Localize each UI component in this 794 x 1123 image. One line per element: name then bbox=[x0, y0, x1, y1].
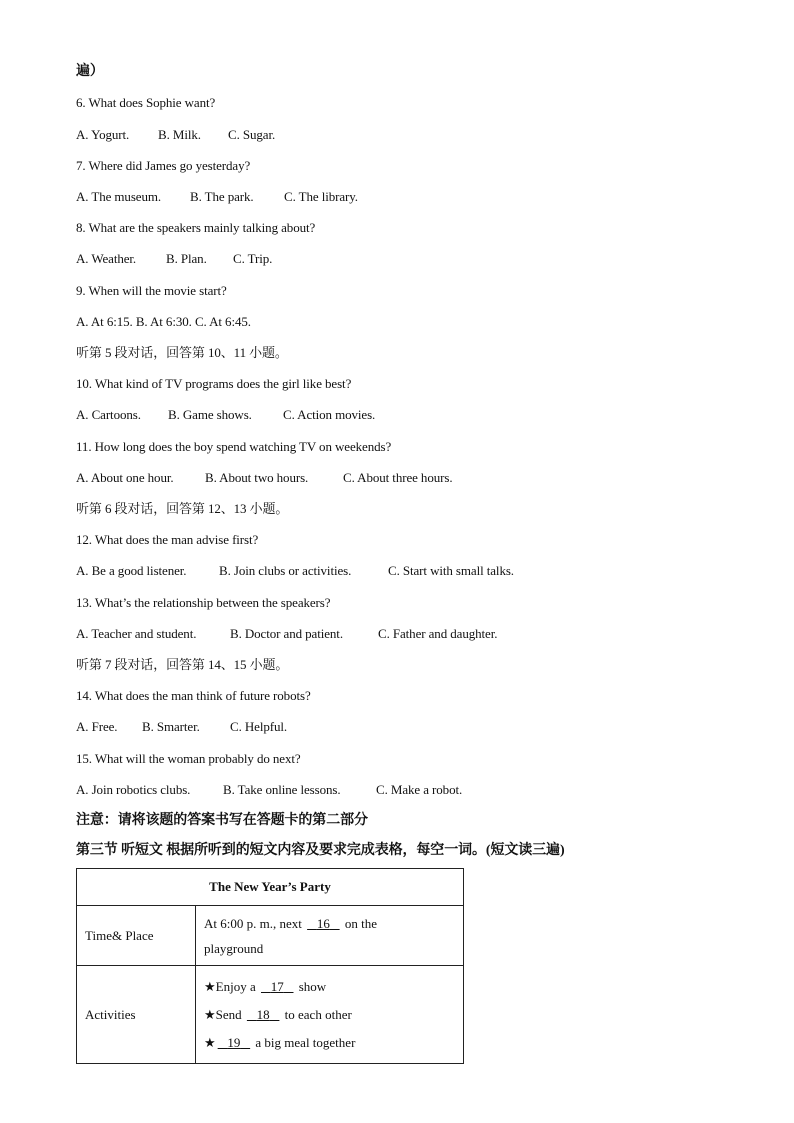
blank-18[interactable] bbox=[245, 1001, 282, 1029]
option-b: B. Doctor and patient. bbox=[230, 626, 343, 641]
activity-1-pre: ★Enjoy a bbox=[204, 978, 256, 994]
blank-19[interactable] bbox=[216, 1029, 253, 1057]
option-c: C. Make a robot. bbox=[376, 782, 463, 797]
options-7 bbox=[76, 189, 358, 205]
question-8: 8. What are the speakers mainly talking about? bbox=[76, 220, 316, 235]
option-b: B. Milk. bbox=[158, 127, 201, 142]
place-text: playground bbox=[204, 940, 264, 956]
section-heading-5: 听第 5 段对话，回答第 10、11 小题。 bbox=[76, 345, 288, 360]
party-table bbox=[76, 868, 464, 1064]
options-6 bbox=[76, 127, 275, 143]
option-b: B. Plan. bbox=[166, 251, 207, 266]
options-9: A. At 6:15. B. At 6:30. C. At 6:45. bbox=[76, 314, 251, 329]
option-b: B. The park. bbox=[190, 189, 254, 204]
option-c: C. The library. bbox=[284, 189, 358, 204]
activity-3-post: a big meal together bbox=[255, 1034, 356, 1050]
activity-2-pre: ★Send bbox=[204, 1006, 242, 1022]
options-12 bbox=[76, 563, 514, 579]
option-a: A. Join robotics clubs. bbox=[76, 782, 191, 797]
option-c: C. Start with small talks. bbox=[388, 563, 514, 578]
activities-label: Activities bbox=[77, 966, 196, 1064]
section-heading-7: 听第 7 段对话，回答第 14、15 小题。 bbox=[76, 657, 289, 672]
option-a: A. Yogurt. bbox=[76, 127, 130, 142]
time-post-text: on the bbox=[344, 915, 377, 931]
question-6: 6. What does Sophie want? bbox=[76, 95, 216, 110]
option-c: C. Father and daughter. bbox=[378, 626, 498, 641]
option-a: A. Teacher and student. bbox=[76, 626, 197, 641]
options-15 bbox=[76, 782, 462, 798]
options-10 bbox=[76, 407, 375, 423]
blank-17[interactable] bbox=[259, 973, 296, 1001]
option-a: A. The museum. bbox=[76, 189, 162, 204]
option-a: A. Free. bbox=[76, 719, 118, 734]
options-14 bbox=[76, 719, 287, 735]
blank-18-number: 18 bbox=[256, 1006, 270, 1022]
section-3-title: 第三节 听短文 根据所听到的短文内容及要求完成表格，每空一词。(短文读三遍) bbox=[76, 843, 565, 858]
time-place-cell bbox=[196, 906, 464, 966]
section-heading-6: 听第 6 段对话，回答第 12、13 小题。 bbox=[76, 501, 289, 516]
options-8 bbox=[76, 251, 272, 267]
table-title: The New Year’s Party bbox=[77, 869, 464, 906]
option-a: A. Be a good listener. bbox=[76, 563, 187, 578]
answer-note: 注意：请将该题的答案书写在答题卡的第二部分 bbox=[76, 813, 368, 828]
option-b: B. Take online lessons. bbox=[223, 782, 341, 797]
activities-cell bbox=[196, 966, 464, 1064]
blank-19-number: 19 bbox=[227, 1034, 241, 1050]
activity-1 bbox=[204, 973, 455, 1001]
blank-16[interactable] bbox=[305, 911, 342, 936]
header-fragment: 遍） bbox=[76, 64, 104, 79]
activity-2-post: to each other bbox=[284, 1006, 352, 1022]
options-11 bbox=[76, 470, 452, 486]
option-c: C. Helpful. bbox=[230, 719, 288, 734]
option-b: B. Game shows. bbox=[168, 407, 252, 422]
activity-1-post: show bbox=[298, 978, 327, 994]
options-13 bbox=[76, 626, 497, 642]
time-pre-text: At 6:00 p. m., next bbox=[204, 915, 302, 931]
question-12: 12. What does the man advise first? bbox=[76, 532, 259, 547]
blank-17-number: 17 bbox=[270, 978, 284, 994]
question-15: 15. What will the woman probably do next? bbox=[76, 751, 301, 766]
question-13: 13. What’s the relationship between the speakers? bbox=[76, 595, 331, 610]
activity-3 bbox=[204, 1029, 455, 1057]
question-14: 14. What does the man think of future robots? bbox=[76, 688, 311, 703]
option-c: C. About three hours. bbox=[343, 470, 453, 485]
question-9: 9. When will the movie start? bbox=[76, 283, 227, 298]
option-b: B. About two hours. bbox=[205, 470, 309, 485]
option-b: B. Join clubs or activities. bbox=[219, 563, 352, 578]
option-b: B. Smarter. bbox=[142, 719, 200, 734]
option-c: C. Action movies. bbox=[283, 407, 376, 422]
blank-16-number: 16 bbox=[316, 915, 330, 931]
time-place-label: Time& Place bbox=[77, 906, 196, 966]
activity-3-pre: ★ bbox=[204, 1034, 216, 1050]
question-10: 10. What kind of TV programs does the girl like best? bbox=[76, 376, 352, 391]
activity-2 bbox=[204, 1001, 455, 1029]
option-a: A. About one hour. bbox=[76, 470, 174, 485]
question-7: 7. Where did James go yesterday? bbox=[76, 158, 251, 173]
option-a: A. Cartoons. bbox=[76, 407, 141, 422]
option-c: C. Trip. bbox=[233, 251, 273, 266]
option-a: A. Weather. bbox=[76, 251, 137, 266]
option-c: C. Sugar. bbox=[228, 127, 276, 142]
question-11: 11. How long does the boy spend watching TV on weekends? bbox=[76, 439, 392, 454]
